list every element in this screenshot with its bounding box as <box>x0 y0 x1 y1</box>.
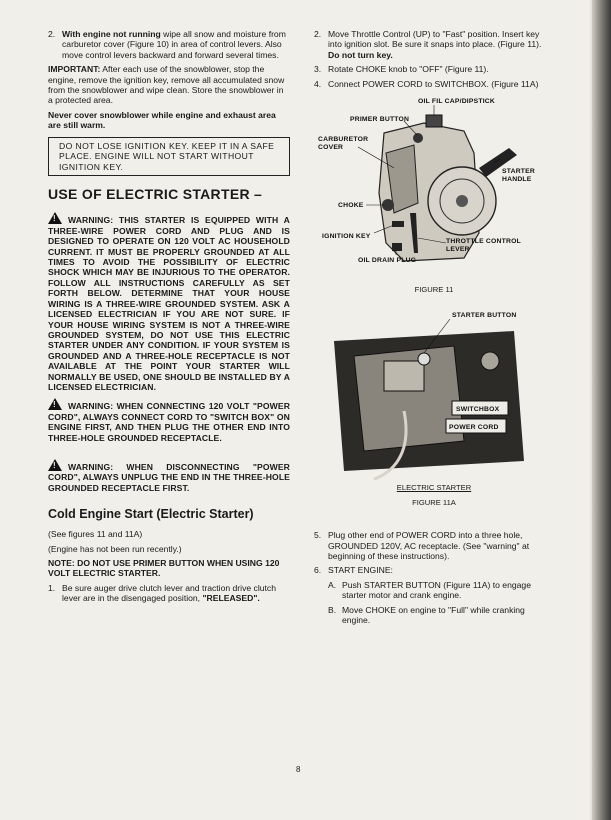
step-4: 4. Connect POWER CORD to SWITCHBOX. (Figure 11A) <box>314 78 539 89</box>
electric-starter-label: ELECTRIC STARTER <box>396 483 472 493</box>
step-5: 5. Plug other end of POWER CORD into a three hole, GROUNDED 120V, AC receptacle. (See "warning" at beginning of these instructions). <box>314 530 530 562</box>
label-throttle: THROTTLE CONTROL <box>446 238 521 246</box>
figure-11a-caption: FIGURE 11A <box>412 497 456 507</box>
figure-11 <box>314 93 554 295</box>
knob-shape <box>481 352 499 370</box>
warning-triangle-icon <box>48 459 62 471</box>
warning-triangle-icon <box>48 212 62 224</box>
label-starter-button: STARTER BUTTON <box>452 312 517 320</box>
step-2-bold: With engine not running <box>62 29 161 39</box>
label-primer: PRIMER BUTTON <box>350 116 410 124</box>
label-switchbox: SWITCHBOX <box>456 406 500 414</box>
section-title: USE OF ELECTRIC STARTER – <box>48 186 263 203</box>
starter-button-shape <box>418 353 430 365</box>
important-text: After each use of the snowblower, stop the engine, remove the ignition key, remove all accumulated snow from the snowblower and wipe clean. Store the snowblower in a protected area. <box>48 64 285 106</box>
oil-fill-cap <box>426 115 442 127</box>
step-6b: B. Move CHOKE on engine to "Full" while cranking engine. <box>328 604 525 626</box>
label-ignition-key: IGNITION KEY <box>322 233 371 241</box>
primer-note: NOTE: DO NOT USE PRIMER BUTTON WHEN USING 120 VOLT ELECTRIC STARTER. <box>48 558 280 579</box>
page-edge-shadow <box>592 0 611 820</box>
warning-grounding: !WARNING: THIS STARTER IS EQUIPPED WITH A THREE-WIRE POWER CORD AND PLUG AND IS DESIGNED TO OPERATE ON 120 VOLT AC HOUSEHOLD CURRENT. IT MUST BE PROPERLY GROUNDED AT ALL TIMES TO AVOID THE POSSIBILITY OF ELECTRIC SHOCK WHICH MAY BE INJURIOUS TO THE OPERATOR. FOLLOW ALL INSTRUCTIONS CAREFULLY AS SET FORTH BELOW. DETERMINE THAT YOUR HOUSE WIRING IS A THREE-WIRE GROUNDED SYSTEM. ASK A LICENSED ELECTRICIAN IF YOU ARE NOT SURE. IF YOUR HOUSE WIRING SYSTEM IS NOT A THREE-WIRE GROUNDED SYSTEM, DO NOT USE THIS ELECTRIC STARTER UNDER ANY CONDITION. IF YOUR SYSTEM IS GROUNDED AND A THREE-HOLE RECEPTACLE IS NOT AVAILABLE AT THE POINT YOUR STARTER WILL NORMALLY BE USED, ONE SHOULD BE INSTALLED BY A LICENSED ELECTRICIAN. <box>48 212 290 392</box>
step-2-left: 2. With engine not running wipe all snow and moisture from carburetor cover (Figure 10) in area of control levers. Also move control levers backward and forward several times. <box>48 29 286 60</box>
oil-drain-shape <box>392 243 402 251</box>
step-6a: A. Push STARTER BUTTON (Figure 11A) to engage starter motor and crank engine. <box>328 579 531 601</box>
never-cover-text: Never cover snowblower while engine and exhaust area are still warm. <box>48 109 276 131</box>
starter-diagram <box>314 301 554 481</box>
cold-start-title: Cold Engine Start (Electric Starter) <box>48 507 254 522</box>
step-2-text: wipe all snow and moisture from carburetor cover (Figure 10) in area of control levers. Also move control levers backward and forward several times. <box>62 29 286 60</box>
label-carburetor-cover: COVER <box>318 144 344 152</box>
warning-triangle-icon <box>48 398 62 410</box>
figure-11-caption: FIGURE 11 <box>414 285 454 295</box>
step-2-right: 2. Move Throttle Control (UP) to "Fast" position. Insert key into ignition slot. Be sure it snaps into place. (Figure 11). Do not turn key. <box>314 29 542 60</box>
label-starter-handle: HANDLE <box>502 176 532 184</box>
label-choke: CHOKE <box>338 202 364 210</box>
warning-connecting: !WARNING: WHEN CONNECTING 120 VOLT "POWER CORD", ALWAYS CONNECT CORD TO "SWITCH BOX" ON ENGINE FIRST, AND THEN PLUG THE OTHER END INTO THREE-HOLE GROUNDED RECEPTACLE. <box>48 398 290 443</box>
step-1: 1. Be sure auger drive clutch lever and traction drive clutch lever are in the disengaged position, "RELEASED". <box>48 582 276 604</box>
figure-11a <box>314 301 554 508</box>
ignition-key-shape <box>392 221 404 227</box>
starter-motor-shape <box>384 361 424 391</box>
important-paragraph <box>48 64 290 106</box>
label-oil-drain: OIL DRAIN PLUG <box>358 257 417 265</box>
page-number: 8 <box>296 765 301 774</box>
important-label: IMPORTANT: <box>48 64 101 75</box>
warning-disconnecting: !WARNING: WHEN DISCONNECTING "POWER CORD", ALWAYS UNPLUG THE END IN THE THREE-HOLE GROUNDED RECEPTACLE FIRST. <box>48 459 290 493</box>
step-6: 6. START ENGINE: <box>314 565 393 576</box>
primer-button-shape <box>413 133 423 143</box>
label-power-cord: POWER CORD <box>449 424 499 432</box>
label-carburetor: CARBURETOR <box>318 136 369 144</box>
see-figures: (See figures 11 and 11A) <box>48 529 143 540</box>
label-throttle-lever: LEVER <box>446 246 470 254</box>
right-column <box>314 29 554 630</box>
label-starter: STARTER <box>502 168 535 176</box>
engine-diagram <box>314 93 554 283</box>
step-3: 3. Rotate CHOKE knob to "OFF" (Figure 11). <box>314 64 489 75</box>
label-oil-fill: OIL FIL CAP/DIPSTICK <box>418 98 496 106</box>
engine-note: (Engine has not been run recently.) <box>48 543 182 554</box>
ignition-key-box: DO NOT LOSE IGNITION KEY. KEEP IT IN A SAFE PLACE. ENGINE WILL NOT START WITHOUT IGNITION KEY. <box>48 137 290 177</box>
left-column <box>48 29 290 608</box>
